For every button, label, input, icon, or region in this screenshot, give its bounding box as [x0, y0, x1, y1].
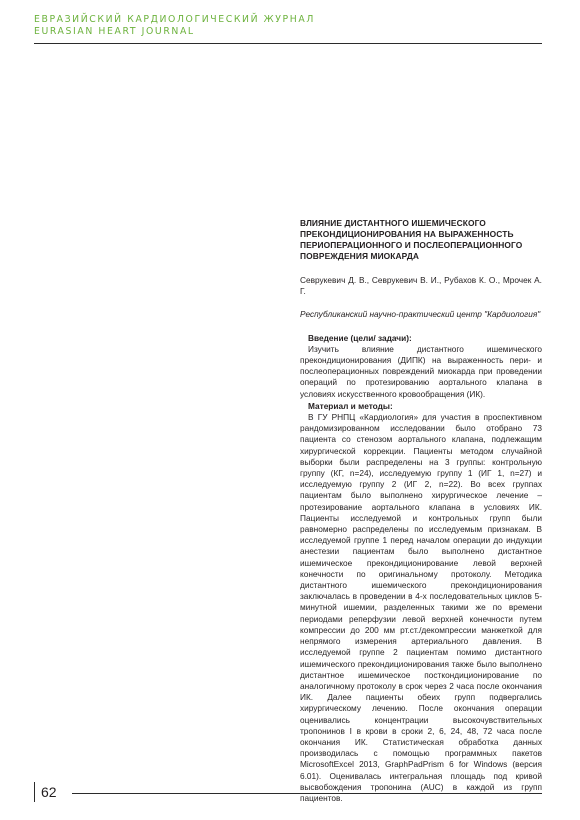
article-abstract [300, 218, 542, 804]
page-number: 62 [34, 782, 57, 802]
footer-divider [72, 793, 542, 794]
journal-title-en: EURASIAN HEART JOURNAL [34, 26, 195, 37]
article-affiliation: Республиканский научно-практический центр "Кардиология" [300, 309, 541, 320]
intro-text: Изучить влияние дистантного ишемического прекондиционирования (ДИПК) на выраженность пери- и послеоперационных повреждений миокарда при проведении операций по протезированию аортального клапана в условиях искусственного кровообращения (ИК). [300, 343, 542, 399]
methods-text: В ГУ РНПЦ «Кардиология» для участия в проспективном рандомизированном исследовании было отобрано 73 пациента со стенозом аортального клапана, подлежащим хирургической коррекции. Пациенты методом случайной выборки были распределены на 3 группы: контрольную группу (КГ, n=24), исследуемую группу 1 (ИГ 1, n=27) и исследуемую группу 2 (ИГ 2, n=22). Во всех группах пациентам было выполнено хирургическое лечение – протезирование аортального клапана в условиях ИК. Пациенты исследуемой и контрольных групп были равномерно распределены по исследуемым признакам. В исследуемой группе 1 перед началом операции до индукции анестезии пациентам было выполнено дистантное ишемическое прекондиционирование левой верхней конечности по оригинальному протоколу. Методика дистантного ишемического прекондиционирования заключалась в проведении в 4-х последовательных циклов 5-минутной ишемии, разделенных такими же по времени периодами реперфузии левой верхней конечности путем компрессии до 200 мм рт.ст./декомпрессии манжеткой для непрямого измерения артериального давления. В исследуемой группе 2 пациентам помимо дистантного ишемического прекондиционирования также было выполнено дистантное ишемическое посткондиционирование по аналогичному протоколу в срок через 2 часа после окончания ИК. Далее пациенты обеих групп подвергались хирургическому лечению. После окончания операции оценивались концентрации высокочувствительных тропонинов I в крови в сроки 2, 6, 24, 48, 72 часа после окончания ИК. Статистическая обработка данных производилась с помощью программных пакетов MicrosoftExcel 2013, GraphPadPrism 6 for Windows (версия 6.01). Оценивалась интегральная площадь под кривой высвобождения тропонина (AUC) в каждой из групп пациентов. [300, 412, 542, 803]
header-divider [34, 43, 542, 44]
article-title: ВЛИЯНИЕ ДИСТАНТНОГО ИШЕМИЧЕСКОГО ПРЕКОНДИЦИОНИРОВАНИЯ НА ВЫРАЖЕННОСТЬ ПЕРИОПЕРАЦИОННОГО И ПОСЛЕОПЕРАЦИОННОГО ПОВРЕЖДЕНИЯ МИОКАРДА [300, 218, 523, 261]
methods-heading: Материал и методы: [308, 400, 393, 411]
journal-title-ru: ЕВРАЗИЙСКИЙ КАРДИОЛОГИЧЕСКИЙ ЖУРНАЛ [34, 14, 315, 25]
journal-header [34, 14, 315, 38]
article-authors: Севрукевич Д. В., Севрукевич В. И., Рубахов К. О., Мрочек А. Г. [300, 275, 542, 297]
intro-heading: Введение (цели/ задачи): [308, 332, 412, 343]
